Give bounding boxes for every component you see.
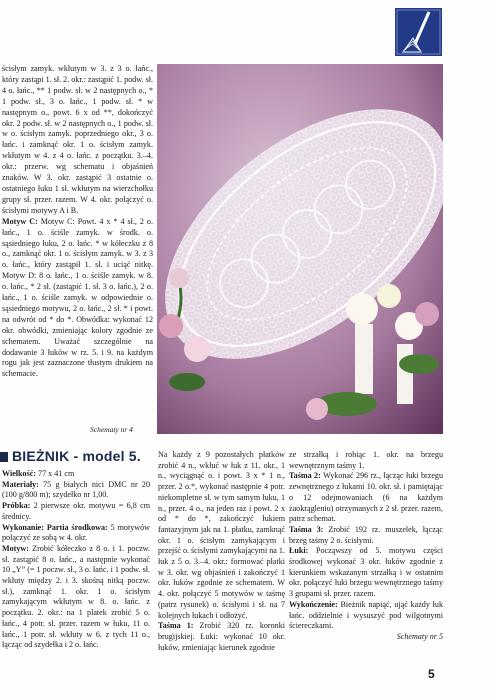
paragraph: ze strzałką i robiąc 1. okr. na brzegu wewnętrznym taśmy 1.: [289, 450, 443, 470]
paragraph: Taśma 1: Zrobić 320 rz. koronki brugijskiej. Łuki: wykonać 10 okr. łuków, zmieniając kierunek zgodnie: [158, 621, 285, 652]
column-2: [158, 450, 285, 653]
lace-table-runner-photo: [157, 64, 443, 434]
paragraph: Na każdy z 9 pozostałych płatków zrobić 4 n., wkłuć w łuk z 11. okr., 1 n., wyciągnąć o. i powt. 3 x * 1 n., przer. 2 o.*, wykonać następnie 4 potr. niekompletne sł. w tym samym łuku, 1 n., przer. 4 o., na jeden raz i powt. 2 x od * do *, zakończyć łukiem fantazyjnym jak na 1. płatku, zamknąć okr. 1 o. ścisłym zamykającym i przejść o. ścisłymi zamykającymi na 1. łuk z 5 o. 3.–4. okr.: formować płatki w 3. okr. wg objaśnień i zakończyć 1 okr. łuków zgodnie ze schematem. W 4. okr. połączyć 5 motywów w taśmę (patrz rysunek) o. ścisłymi i sł. na 7 kolejnych łukach i odłożyć.: [158, 450, 285, 620]
paragraph: ścisłym zamyk. wkłutym w 3. z 3 o. łańc., który zastąpi 1. sł. 2. okr.: zastąpić 1. podw. sł. 4 o. łańc., ** 1 podw. sł. w 2 następnych o., * 1 podw. sł., 3 o. łańc., 1 podw. sł. * w następnym o., powt. 6 x od **, dokończyć okr. 2 podw. sł. w 2 następnych o., 1 podw. sł. w o. ścisłym zamyk. poprzedniego okr., 3 o. łańc. i zamknąć okr. 1 o. ścisłym zamyk. wkłutym w 4. z 4 o. łańc. z początku. 3.–4. okr.: przerw. wg schematu i objaśnień znaków. W 3. okr. zastąpić 3 ostatnie o. ostatniego łuku 1 sł. wkłutym na wierzchołku grupy sł. przer. razem. W 4. okr. połączyć o. ścisłymi motywy A i B.: [2, 64, 153, 215]
paragraph: Wielkość: 77 x 41 cm: [2, 469, 75, 478]
paragraph: Taśma 2: Wykonać 296 rz., łącząc łuki brzegu zewnętrznego z łukami 10. okr. sł. i pamiętając o 12 odejmowaniach (6 na każdym zaokrągleniu) otrzymanych z 2 sł. przer. razem, patrz schemat.: [289, 471, 444, 524]
paragraph: Łuki: Począwszy od 5. motywu części środkowej wykonać 3 okr. łuków zgodnie z kierunkiem wskazanym strzałką i w ostatnim okr. połączyć łuki brzegu wewnętrznego taśmy 3 grupami sł. przer. razem.: [289, 546, 443, 599]
motif-c-text: Motyw C: Powt. 4 x * 4 sł., 2 o. łańc., 1 o. ściśle zamyk. w środk. o. sąsiedniego łuku, 2 o. łańc. * w kółeczku z 8 o., zamknąć okr. 1 o. ścisłym zamyk. w 3. z 3 o. łańc., który zastąpił 1. sł. i uciąć nitkę. Motyw D: 8 o. łańc., 1 o. ściśle zamyk. w 8. o. łańc., * 2 sł. (zastąpić 1. sł. 3 o. łańc.), 2 o. łańc., 1 o. ściśle zamyk. w odpowiednie o. sąsiedniego motywu, 2 o. łańc., 2 sł. * i powt. na odwrót od * do *. Obwódka: wykonać 12 okr. obwódki, zmieniając kolory zgodnie ze schematem. Uważać szczególnie na dodawanie 3 łuków w rz. 5. i 9. na każdym rogu jak jest zaznaczone tłustym drukiem na schemacie.: [2, 216, 153, 379]
paragraph: Taśma 3: Zrobić 192 rz. muszelek, łącząc brzeg taśmy 2 o. ścisłymi.: [289, 524, 444, 545]
section-title: BIEŻNIK - model 5.: [12, 448, 141, 464]
left-caption: Schematy nr 4: [90, 425, 133, 434]
paragraph: Wykonanie: Partia środkowa: 5 motywów połączyć ze sobą w 4. okr.: [2, 522, 150, 543]
page-number: 5: [428, 667, 435, 681]
paragraph: Wykończenie: Bieżnik napiąć, ująć każdy łuk łańc. oddzielnie i wysuszyć pod wilgotnymi ściereczkami.: [289, 599, 443, 631]
paragraph: Motyw C: Motyw C: Powt. 4 x * 4 sł., 2 o. łańc., 1 o. ściśle zamyk. w środk. o. sąsiedniego łuku, 2 o. łańc. * w kółeczku z 8 o., zamknąć okr. 1 o. ścisłym zamyk. w 3. z 3 o. łańc., który zastąpił 1. sł. i uciąć nitkę. Motyw D: 8 o. łańc., 1 o. ściśle zamyk. w 8. o. łańc., * 2 sł. (zastąpić 1. sł. 3 o. łańc.), 2 o. łańc., 1 o. ściśle zamyk. w odpowiednie o. sąsiedniego motywu, 2 o. łańc., 2 sł. * i powt. na odwrót od * do *. Obwódka: wykonać 12 okr. obwódki, zmieniając kolory zgodnie ze schematem. Uważać szczególnie na dodawanie 3 łuków w rz. 5. i 9. na każdym rogu jak jest zaznaczone tłustym drukiem na schemacie.: [2, 216, 153, 379]
column-3: [289, 450, 443, 643]
column-1: [2, 469, 150, 651]
heading-marker: [0, 452, 8, 462]
paragraph: Próbka: 2 pierwsze okr. motywu = 6,8 cm średnicy.: [2, 501, 150, 521]
paragraph: Materiały: 75 g białych nici DMC nr 20 (100 g/800 m); szydełko nr 1,00.: [2, 479, 150, 500]
paragraph: Motyw: Zrobić kółeczko z 8 o. i 1. poczw. sł. zastąpić 8 o. łańc., a następnie wykonać 10 „Y” (= 1 poczw. sł., 3 o. łańc. i 1 podw. sł. wkłuty między 2. i 3. skośną nitką poczw. sł.), zamknąć 1. okr. 1 o. ścisłym zamykającym wkłutym w 8. o. łańc. z początku. 2. okr.: na 1 platek zrobić 5 o. łańc., 4 potr. sł. przer. razem w łuku, 11 o. łańc., 1 potr. sł. wkłuty w 6. z tych 11 o., łącząc od szydełka i 2 o. łańc.: [2, 543, 150, 650]
right-caption: Schematy nr 5: [396, 631, 443, 641]
left-column-text: [2, 64, 153, 380]
crochet-hook-logo-icon: [395, 8, 442, 56]
